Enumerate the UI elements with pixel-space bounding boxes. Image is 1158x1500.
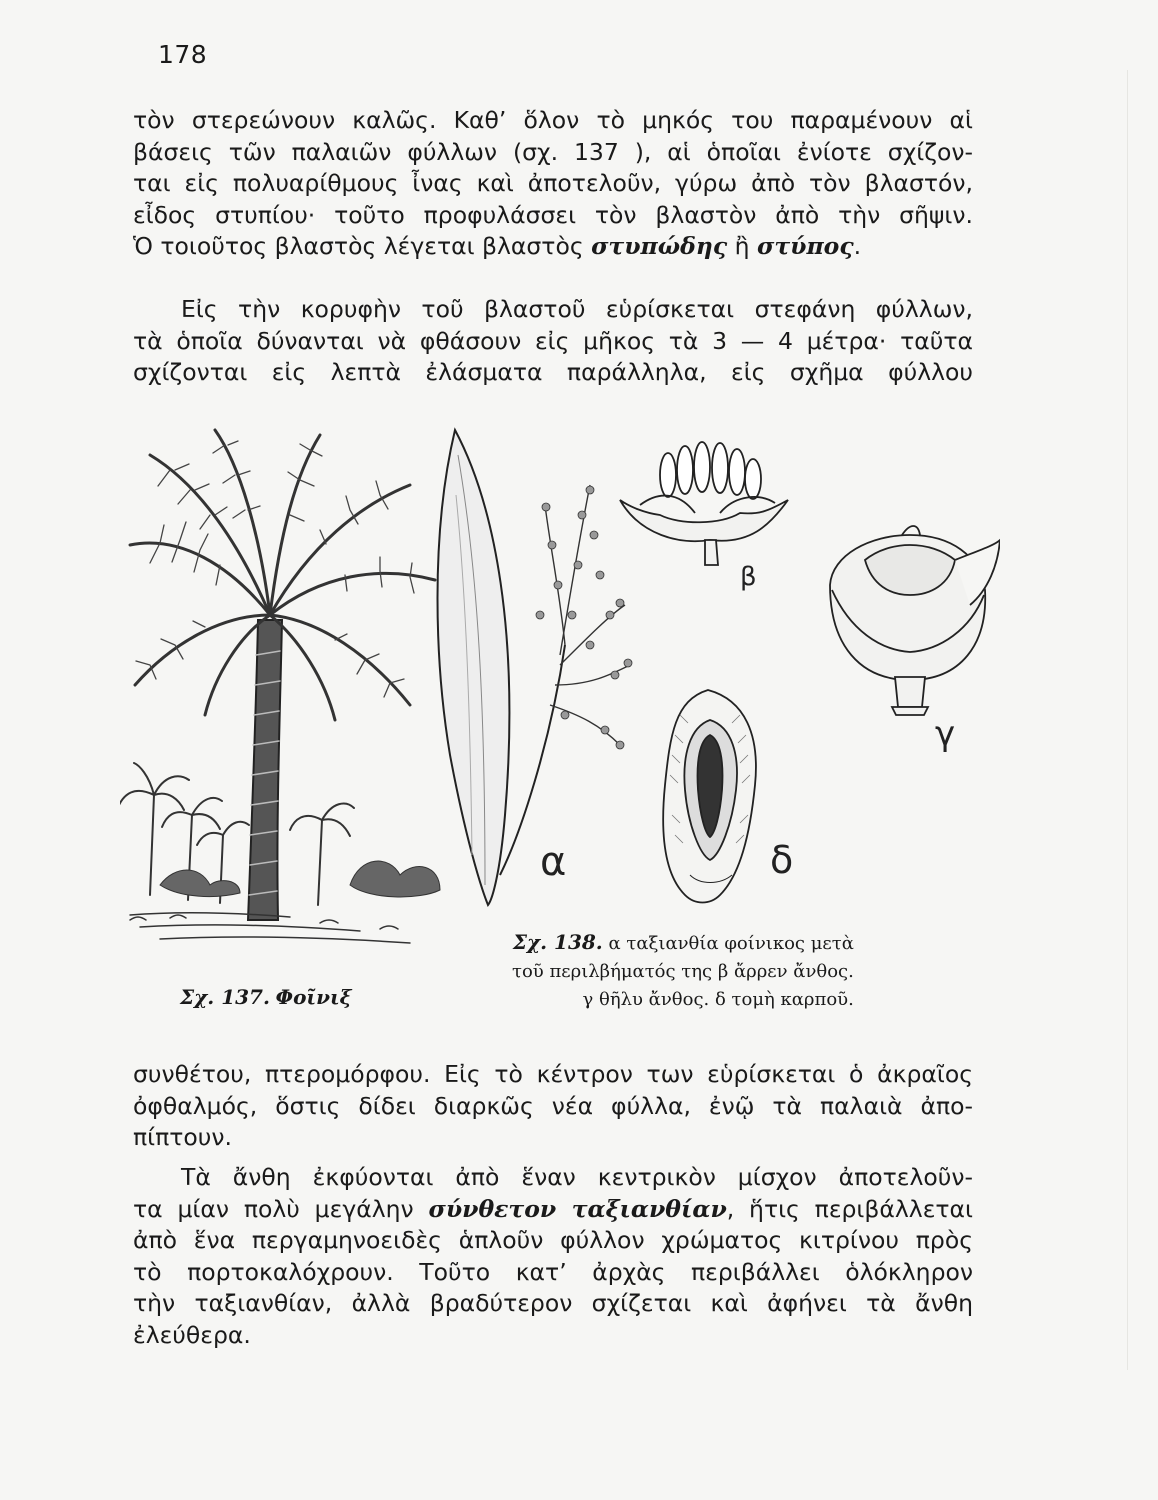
- paragraph-2-line-2: τὰ ὁποῖα δύνανται νὰ φθάσουν εἰς μῆκος τὰ 3 — 4 μέτρα· ταῦτα: [133, 326, 973, 355]
- paragraph-1-line-5: [133, 231, 973, 263]
- paragraph-2-line-1: Εἰς τὴν κορυφὴν τοῦ βλαστοῦ εὑρίσκεται στεφάνη φύλλων,: [181, 295, 973, 323]
- paragraph-4: [133, 1162, 973, 1351]
- paragraph-3-line-3: πίπτουν.: [133, 1123, 232, 1151]
- figures-illustration: [120, 415, 1000, 975]
- figure-138-caption-line-2: τοῦ περιλβήματός της β ἄρρεν ἄνθος.: [512, 961, 854, 982]
- paragraph-3-line-2: ὀφθαλμός, ὅστις δίδει διαρκῶς νέα φύλλα, ἐνῷ τὰ παλαιὰ ἀπο-: [133, 1091, 973, 1120]
- text-run: τα μίαν πολὺ μεγάλην: [133, 1194, 429, 1223]
- text-run: .: [853, 232, 862, 260]
- term-syntheton-taxianthian: σύνθετον ταξιανθίαν: [428, 1194, 727, 1223]
- paragraph-1: [133, 105, 973, 263]
- figure-138-caption-line-3: γ θῆλυ ἄνθος. δ τομὴ καρποῦ.: [582, 989, 854, 1010]
- text-run: ἢ: [727, 232, 758, 260]
- paragraph-3-line-1: συνθέτου, πτερομόρφου. Εἰς τὸ κέντρον των εὑρίσκεται ὁ ἀκραῖος: [133, 1060, 973, 1088]
- paragraph-4-line-6: ἐλεύθερα.: [133, 1320, 251, 1349]
- female-flower-gamma-illustration: [830, 526, 1000, 715]
- paragraph-3: [133, 1059, 973, 1154]
- term-stypos: στύπος: [757, 232, 854, 260]
- paragraph-4-line-1: Τὰ ἄνθη ἐκφύονται ἀπὸ ἕναν κεντρικὸν μίσχον ἀποτελοῦν-: [181, 1163, 973, 1191]
- figure-138-caption-text: α ταξιανθία φοίνικος μετὰ: [608, 933, 854, 954]
- paragraph-1-line-4: εἶδος στυπίου· τοῦτο προφυλάσσει τὸν βλαστὸν ἀπὸ τὴν σῆψιν.: [133, 200, 973, 229]
- palm-tree-illustration: [120, 430, 440, 943]
- text-run: Ὁ τοιοῦτος βλαστὸς λέγεται βλαστὸς: [133, 232, 592, 260]
- term-stypodis: στυπώδης: [591, 232, 728, 260]
- figure-138-caption: [512, 928, 854, 1014]
- paragraph-1-line-3: ται εἰς πολυαρίθμους ἶνας καὶ ἀποτελοῦν, γύρω ἀπὸ τὸν βλαστόν,: [133, 169, 973, 197]
- page-edge-shadow: [1127, 70, 1128, 1370]
- paragraph-4-line-2: [133, 1194, 973, 1226]
- page-number: 178: [158, 40, 208, 69]
- figure-137-label: Σχ. 137.: [180, 985, 270, 1009]
- figure-137-caption: [180, 983, 352, 1013]
- text-run: , ἥτις περιβάλλεται: [726, 1194, 973, 1223]
- male-flower-beta-illustration: [620, 442, 788, 565]
- letter-delta: δ: [770, 838, 794, 882]
- letter-gamma: γ: [935, 714, 956, 754]
- letter-alpha: α: [540, 839, 567, 885]
- figure-138-caption-line-1: [512, 928, 854, 958]
- paragraph-4-line-5: τὴν ταξιανθίαν, ἀλλὰ βραδύτερον σχίζεται καὶ ἀφήνει τὰ ἄνθη: [133, 1289, 973, 1317]
- paragraph-2-line-3: σχίζονται εἰς λεπτὰ ἐλάσματα παράλληλα, εἰς σχῆμα φύλλου: [133, 358, 973, 386]
- figure-138-label: Σχ. 138.: [512, 930, 603, 954]
- inflorescence-alpha-illustration: [438, 430, 633, 905]
- paragraph-4-line-3: ἀπὸ ἕνα περγαμηνοειδὲς ἁπλοῦν φύλλον χρώματος κιτρίνου πρὸς: [133, 1226, 973, 1254]
- paragraph-2: [133, 294, 973, 389]
- paragraph-1-line-1: τὸν στερεώνουν καλῶς. Καθ’ ὅλον τὸ μηκός του παραμένουν αἱ: [133, 106, 973, 134]
- letter-beta: β: [740, 562, 757, 592]
- paragraph-4-line-4: τὸ πορτοκαλόχρουν. Τοῦτο κατ’ ἀρχὰς περιβάλλει ὁλόκληρον: [133, 1257, 973, 1286]
- fruit-section-delta-illustration: [663, 690, 756, 903]
- figure-137-title: Φοῖνιξ: [275, 985, 352, 1009]
- paragraph-1-line-2: βάσεις τῶν παλαιῶν φύλλων (σχ. 137 ), αἱ ὁποῖαι ἐνίοτε σχίζον-: [133, 137, 973, 166]
